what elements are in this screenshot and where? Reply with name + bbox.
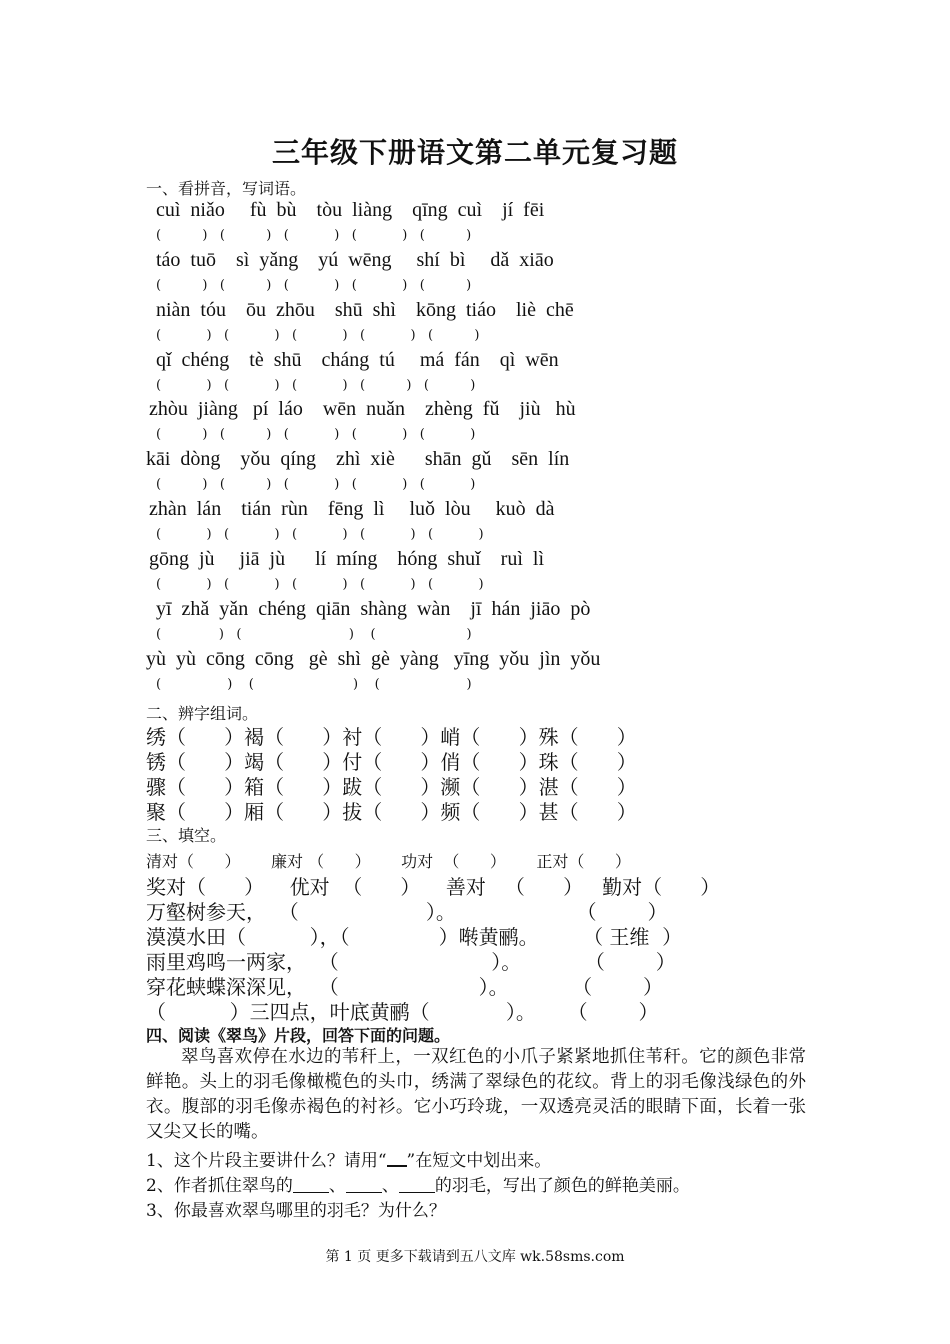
reading-passage: 翠鸟喜欢停在水边的苇秆上，一双红色的小爪子紧紧地抓住苇秆。它的颜色非常鲜艳。头上的羽毛像橄榄色的头巾，绣满了翠绿色的花纹。背上的羽毛像浅绿色的外衣。腹部的羽毛像赤褐色的衬衫。它小巧玲珑，一双透亮灵活的眼睛下面，长着一张又尖又长的嘴。	[146, 1047, 806, 1142]
answer-brackets-row: ( ) ( ) ( ) ( ) ( )	[156, 228, 472, 243]
answer-brackets-row: ( ) ( ) ( ) ( ) ( )	[156, 577, 484, 592]
answer-brackets-row: ( ) ( ) ( )	[156, 627, 472, 642]
question-1-text-a: 1、这个片段主要讲什么？请用“	[146, 1151, 387, 1171]
question-2-text-b: 的羽毛，写出了颜色的鲜艳美丽。	[434, 1176, 690, 1196]
answer-brackets-row: ( ) ( ) ( ) ( ) ( )	[156, 427, 476, 442]
character-row: 绣（ ）褐（ ）衬（ ）峭（ ）殊（ ）	[146, 725, 637, 749]
answer-brackets-row: ( ) ( ) ( ) ( ) ( )	[156, 477, 476, 492]
section-heading-fill: 三、填空。	[146, 826, 227, 845]
fill-row-small: 清对（ ） 廉对 （ ） 功对 （ ） 正对（ ）	[146, 852, 631, 871]
answer-brackets-row: ( ) ( ) ( ) ( ) ( )	[156, 378, 476, 393]
underline-mark	[387, 1153, 407, 1167]
pinyin-row: yī zhǎ yǎn chéng qiān shàng wàn jī hán jiāo pò	[156, 598, 591, 620]
question-1	[146, 1146, 551, 1171]
page-title: 三年级下册语文第二单元复习题	[271, 136, 678, 169]
question-2-text-a: 2、作者抓住翠鸟的	[146, 1176, 293, 1196]
section-heading-characters: 二、辨字组词。	[146, 704, 259, 723]
character-row: 锈（ ）竭（ ）付（ ）俏（ ）珠（ ）	[146, 750, 637, 774]
pinyin-row: niàn tóu ōu zhōu shū shì kōng tiáo liè chē	[156, 299, 574, 321]
pinyin-row: kāi dòng yǒu qíng zhì xiè shān gǔ sēn lín	[146, 448, 570, 470]
fill-row: 雨里鸡鸣一两家， （ ）。 （ ）	[146, 950, 676, 974]
answer-brackets-row: ( ) ( ) ( ) ( ) ( )	[156, 278, 472, 293]
page-footer: 第 1 页 更多下载请到五八文库 wk.58sms.com	[325, 1249, 625, 1265]
answer-blank[interactable]	[399, 1178, 435, 1193]
pinyin-row: yù yù cōng cōng gè shì gè yàng yīng yǒu jìn yǒu	[146, 648, 601, 670]
answer-brackets-row: ( ) ( ) ( ) ( ) ( )	[156, 328, 480, 343]
answer-blank[interactable]	[293, 1178, 329, 1193]
fill-row: （ ）三四点，叶底黄鹂（ ）。 （ ）	[146, 1000, 659, 1024]
pinyin-row: cuì niǎo fù bù tòu liàng qīng cuì jí fēi	[156, 199, 545, 221]
section-heading-pinyin: 一、看拼音，写词语。	[146, 179, 307, 198]
character-row: 聚（ ）厢（ ）拔（ ）频（ ）甚（ ）	[146, 800, 637, 824]
pinyin-row: gōng jù jiā jù lí míng hóng shuǐ ruì lì	[149, 548, 544, 570]
section-heading-reading: 四、阅读《翠鸟》片段，回答下面的问题。	[146, 1026, 451, 1045]
fill-row: 穿花蛱蝶深深见， （ ）。 （ ）	[146, 975, 664, 999]
question-2	[146, 1171, 690, 1196]
pinyin-row: táo tuō sì yǎng yú wēng shí bì dǎ xiāo	[156, 249, 554, 271]
answer-blank[interactable]	[346, 1178, 382, 1193]
fill-row: 万壑树参天， （ ）。 （ ）	[146, 900, 668, 924]
fill-row: 奖对（ ） 优对 （ ） 善对 （ ） 勤对（ ）	[146, 875, 721, 899]
question-1-text-b: ”在短文中划出来。	[406, 1151, 552, 1171]
fill-row: 漠漠水田（ ），（ ）啭黄鹂。 （ 王维 ）	[146, 925, 683, 949]
separator: 、	[328, 1176, 346, 1196]
answer-brackets-row: ( ) ( ) ( )	[156, 677, 472, 692]
pinyin-row: zhàn lán tián rùn fēng lì luǒ lòu kuò dà	[149, 498, 555, 520]
question-3: 3、你最喜欢翠鸟哪里的羽毛？为什么？	[146, 1201, 446, 1221]
pinyin-row: qǐ chéng tè shū cháng tú má fán qì wēn	[156, 349, 559, 371]
character-row: 骤（ ）箱（ ）跋（ ）濒（ ）湛（ ）	[146, 775, 637, 799]
pinyin-row: zhòu jiàng pí láo wēn nuǎn zhèng fǔ jiù hù	[149, 398, 576, 420]
separator: 、	[381, 1176, 399, 1196]
answer-brackets-row: ( ) ( ) ( ) ( ) ( )	[156, 527, 484, 542]
